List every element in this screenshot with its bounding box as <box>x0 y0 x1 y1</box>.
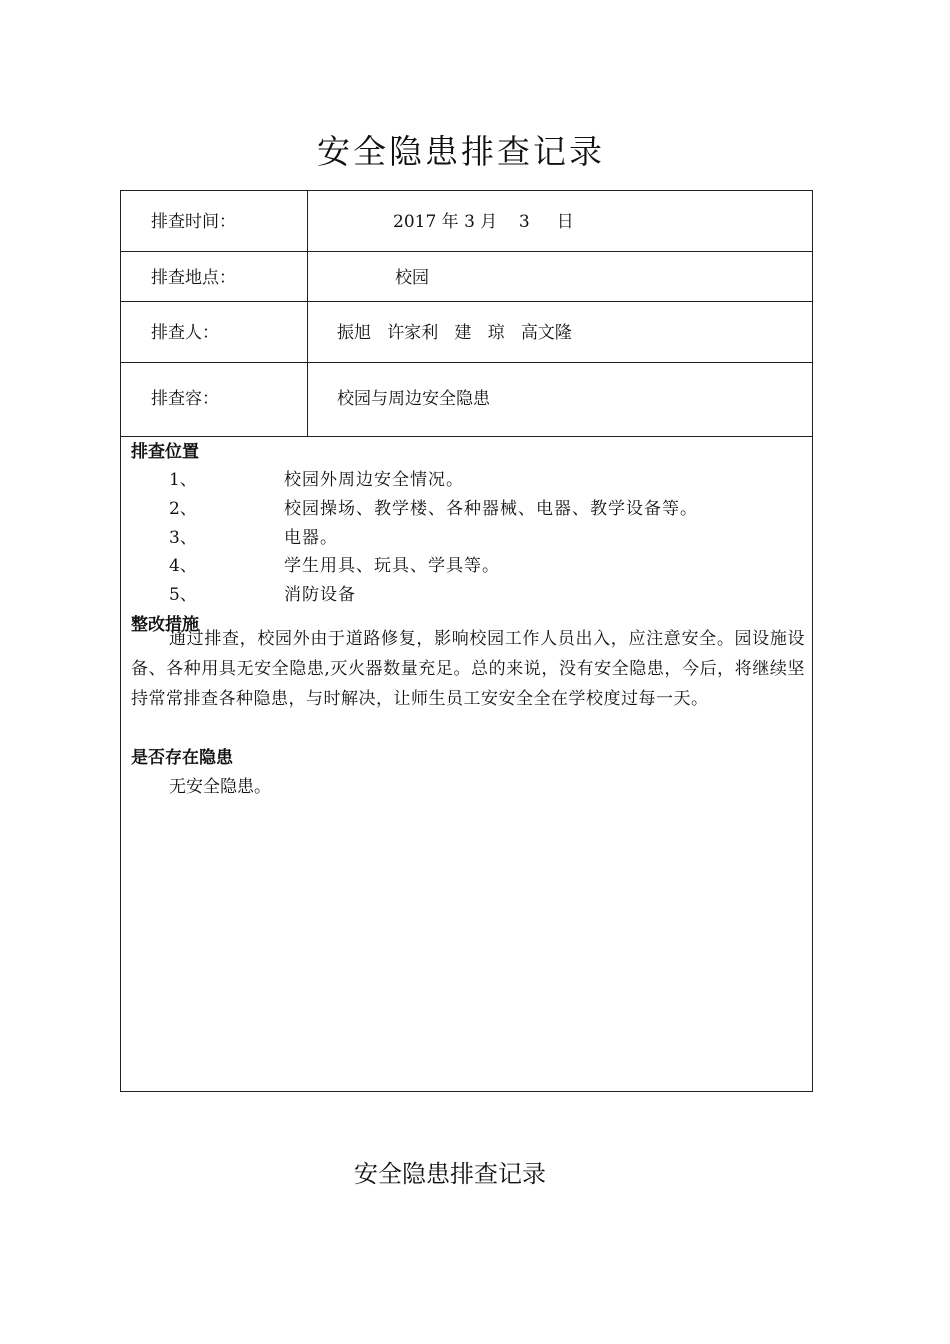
time-label: 排查时间： <box>151 212 236 232</box>
content-row <box>121 363 812 437</box>
position-item-number: 3、 <box>169 528 197 548</box>
hazard-heading: 是否存在隐患 <box>131 748 233 768</box>
location-value: 校园 <box>395 268 429 288</box>
location-row <box>121 252 812 302</box>
document-title: 安全隐患排查记录 <box>317 132 605 171</box>
next-page-title: 安全隐患排查记录 <box>354 1160 546 1188</box>
content-value: 校园与周边安全隐患 <box>337 389 490 409</box>
position-item-text: 校园操场、教学楼、各种器械、电器、教学设备等。 <box>284 499 698 519</box>
content-label: 排查容： <box>151 389 219 409</box>
positions-heading: 排查位置 <box>131 442 199 462</box>
position-item-number: 1、 <box>169 470 197 490</box>
measures-paragraph: 通过排查，校园外由于道路修复，影响校园工作人员出入，应注意安全。园设施设备、各种用具无安全隐患,灭火器数量充足。总的来说，没有安全隐患，今后，将继续坚持常常排查各种隐患，与时解决，让师生员工安安全全在学校度过每一天。 <box>131 629 805 709</box>
position-item-text: 校园外周边安全情况。 <box>284 470 464 490</box>
position-item-text: 电器。 <box>284 528 338 548</box>
position-item-number: 5、 <box>169 585 197 605</box>
time-row <box>121 191 812 252</box>
time-value: 2017 年 3 月 3 日 <box>393 212 574 232</box>
location-label: 排查地点： <box>151 268 236 288</box>
position-item-number: 4、 <box>169 556 197 576</box>
measures-heading: 整改措施 <box>131 615 199 635</box>
persons-label: 排查人： <box>151 323 219 343</box>
position-item-text: 消防设备 <box>284 585 356 605</box>
position-item-text: 学生用具、玩具、学具等。 <box>284 556 500 576</box>
inspection-record-table <box>120 190 813 1092</box>
hazard-conclusion: 无安全隐患。 <box>169 777 271 797</box>
persons-value: 振旭 许家利 建 琼 高文隆 <box>337 323 572 343</box>
position-item-number: 2、 <box>169 499 197 519</box>
persons-row <box>121 302 812 363</box>
